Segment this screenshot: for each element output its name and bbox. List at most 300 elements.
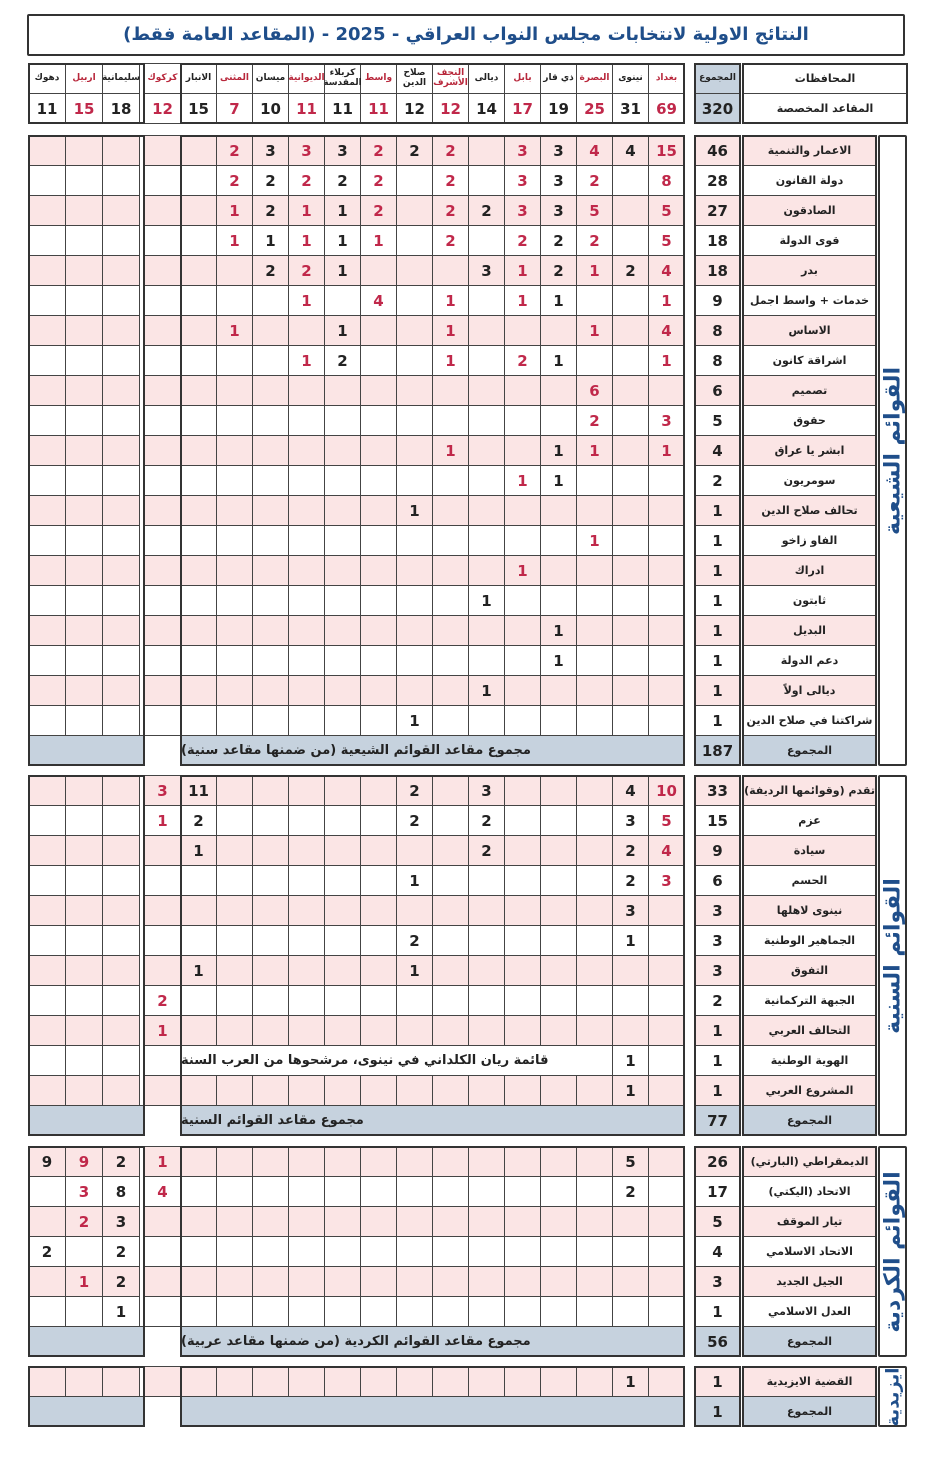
seat-cell: 2: [612, 865, 649, 896]
seat-cell: [144, 405, 181, 436]
seat-cell: 3: [612, 895, 649, 926]
section-total-label: المجموع: [742, 735, 877, 766]
seat-cell: 3: [468, 255, 505, 286]
header-names-frame: [742, 63, 908, 124]
seat-cell: [144, 1075, 181, 1106]
party-name: الجماهير الوطنية: [742, 925, 877, 956]
seat-cell: 2: [396, 775, 433, 806]
party-total: 1: [694, 585, 741, 616]
party-name: الاتحاد الاسلامي: [742, 1236, 877, 1267]
seat-cell: [144, 835, 181, 866]
total-frame: [694, 135, 741, 766]
party-name: التحالف العربي: [742, 1015, 877, 1046]
seat-cell: 3: [540, 195, 577, 226]
seat-cell: 1: [396, 955, 433, 986]
seat-cell: 2: [432, 165, 469, 196]
section-side-label: [878, 775, 907, 1136]
seat-cell: 1: [540, 615, 577, 646]
party-name: ثابتون: [742, 585, 877, 616]
party-name: قوى الدولة: [742, 225, 877, 256]
seat-cell: 1: [612, 1045, 649, 1076]
party-total: 33: [694, 775, 741, 806]
party-total: 8: [694, 345, 741, 376]
seat-cell: [144, 1045, 181, 1076]
party-name: الفاو زاخو: [742, 525, 877, 556]
party-name: الاتحاد (اليكتي): [742, 1176, 877, 1207]
party-name: المشروع العربي: [742, 1075, 877, 1106]
seat-cell: 1: [288, 195, 325, 226]
province-header: صلاح الدين: [396, 63, 433, 94]
province-seats: 19: [540, 93, 577, 124]
seat-cell: 1: [252, 225, 289, 256]
seat-cell: 1: [612, 1366, 649, 1397]
province-header: كربلاء المقدسة: [324, 63, 361, 94]
province-seats: 11: [288, 93, 325, 124]
seat-cell: 5: [648, 805, 685, 836]
seat-cell: 1: [324, 255, 361, 286]
seat-cell: 2: [252, 195, 289, 226]
seat-cell: 2: [216, 135, 253, 166]
province-header: نينوى: [612, 63, 649, 94]
seat-cell: 11: [180, 775, 217, 806]
seat-cell: 2: [504, 225, 541, 256]
total-header: المجموع: [694, 63, 741, 94]
seat-cell: 1: [216, 225, 253, 256]
header-frame-kurd: [28, 63, 145, 124]
seat-cell: 1: [180, 955, 217, 986]
province-header: واسط: [360, 63, 397, 94]
seat-cell: 2: [540, 225, 577, 256]
seat-cell: 1: [540, 645, 577, 676]
seat-cell: 8: [648, 165, 685, 196]
province-header: النجف الأشرف: [432, 63, 469, 94]
section-side-label: [878, 135, 907, 766]
party-name: التفوق: [742, 955, 877, 986]
party-name: ديالى اولاً: [742, 675, 877, 706]
seat-cell: 15: [648, 135, 685, 166]
seat-cell: 2: [576, 165, 613, 196]
seat-cell: 1: [324, 315, 361, 346]
seat-cell: 5: [612, 1146, 649, 1177]
party-total: 3: [694, 895, 741, 926]
party-total: 3: [694, 1266, 741, 1297]
party-name: الجبهة التركمانية: [742, 985, 877, 1016]
seat-cell: 10: [648, 775, 685, 806]
seat-cell: 1: [576, 255, 613, 286]
party-total: 1: [694, 1015, 741, 1046]
seat-cell: [144, 135, 181, 166]
party-total: 6: [694, 865, 741, 896]
province-seats: 15: [180, 93, 217, 124]
seat-cell: 2: [468, 805, 505, 836]
seat-cell: 1: [144, 805, 181, 836]
party-name: الديمقراطي (البارتي): [742, 1146, 877, 1177]
party-name: الصادقون: [742, 195, 877, 226]
seat-cell: 1: [504, 555, 541, 586]
party-name: تقدم (وقوائمها الرديفة): [742, 775, 877, 806]
total-frame: [694, 1146, 741, 1357]
party-total: 2: [694, 465, 741, 496]
seat-cell: 3: [612, 805, 649, 836]
province-header: ديالى: [468, 63, 505, 94]
province-seats: 17: [504, 93, 541, 124]
party-name: نينوى لاهلها: [742, 895, 877, 926]
seat-cell: 1: [288, 285, 325, 316]
party-total: 27: [694, 195, 741, 226]
seat-cell: 2: [540, 255, 577, 286]
section-sum-label: مجموع مقاعد القوائم الكردية (من ضمنها مقاعد عربية): [180, 1326, 685, 1357]
seat-cell: 2: [65, 1206, 103, 1237]
seat-cell: 2: [252, 165, 289, 196]
seat-cell: [144, 255, 181, 286]
province-header: ميسان: [252, 63, 289, 94]
seat-cell: 3: [540, 135, 577, 166]
seat-cell: 1: [102, 1296, 140, 1327]
seat-cell: [144, 435, 181, 466]
province-seats: 18: [102, 93, 140, 124]
party-total: 15: [694, 805, 741, 836]
party-name: سومريون: [742, 465, 877, 496]
seat-cell: 1: [396, 495, 433, 526]
seat-cell: 1: [468, 675, 505, 706]
seat-cell: 3: [468, 775, 505, 806]
seat-cell: [144, 315, 181, 346]
seat-cell: 2: [360, 165, 397, 196]
party-name: الاعمار والتنمية: [742, 135, 877, 166]
party-total: 2: [694, 985, 741, 1016]
party-total: 1: [694, 1045, 741, 1076]
seat-cell: 3: [540, 165, 577, 196]
section-label: القوائم السنية: [880, 877, 905, 1034]
party-name: القضية الايزيدية: [742, 1366, 877, 1397]
seat-cell: [144, 705, 181, 736]
seat-cell: 2: [432, 135, 469, 166]
seat-cell: [144, 675, 181, 706]
province-header: اربيل: [65, 63, 103, 94]
seat-cell: 5: [648, 225, 685, 256]
seat-cell: [144, 955, 181, 986]
seat-cell: 2: [360, 135, 397, 166]
party-total: 18: [694, 255, 741, 286]
party-name: حقوق: [742, 405, 877, 436]
seat-cell: 1: [576, 315, 613, 346]
seat-cell: [144, 345, 181, 376]
seat-cell: 4: [612, 775, 649, 806]
party-total: 18: [694, 225, 741, 256]
party-name: تصميم: [742, 375, 877, 406]
party-total: 1: [694, 675, 741, 706]
seat-cell: 3: [504, 135, 541, 166]
province-seats: 14: [468, 93, 505, 124]
total-seats: 320: [694, 93, 741, 124]
section-sum-label: مجموع مقاعد القوائم السنية: [180, 1105, 685, 1136]
seat-cell: [144, 555, 181, 586]
party-total: 6: [694, 375, 741, 406]
kurdish-provinces-frame: [28, 1146, 145, 1357]
kurdish-provinces-frame: [28, 1366, 145, 1427]
seat-cell: [144, 225, 181, 256]
seat-cell: 2: [288, 255, 325, 286]
seat-cell: 1: [216, 315, 253, 346]
province-seats: 7: [216, 93, 253, 124]
section-label: ايزيدية: [882, 1367, 903, 1426]
seat-cell: 2: [252, 255, 289, 286]
province-header: بابل: [504, 63, 541, 94]
header-total-frame: [694, 63, 741, 124]
party-name: البديل: [742, 615, 877, 646]
seat-cell: 4: [648, 255, 685, 286]
section-total-label: المجموع: [742, 1105, 877, 1136]
section-label: القوائم الكردية: [880, 1170, 905, 1333]
seat-cell: 1: [396, 705, 433, 736]
seat-cell: [144, 865, 181, 896]
province-header: الانبار: [180, 63, 217, 94]
seat-cell: 1: [324, 195, 361, 226]
seat-cell: 9: [65, 1146, 103, 1177]
seat-cell: 1: [612, 925, 649, 956]
party-name: ابشر يا عراق: [742, 435, 877, 466]
seat-cell: 1: [504, 255, 541, 286]
seat-cell: 1: [540, 345, 577, 376]
seat-cell: 2: [396, 925, 433, 956]
party-total: 4: [694, 435, 741, 466]
party-total: 46: [694, 135, 741, 166]
section-sum-label: مجموع مقاعد القوائم الشيعية (من ضمنها مقاعد سنية): [180, 735, 685, 766]
province-header: البصرة: [576, 63, 613, 94]
seat-cell: 4: [648, 315, 685, 346]
arab-provinces-frame: [180, 1146, 685, 1357]
seat-cell: 1: [180, 835, 217, 866]
seat-cell: [144, 1236, 181, 1267]
party-name: دعم الدولة: [742, 645, 877, 676]
party-total: 1: [694, 1366, 741, 1397]
seat-cell: 1: [468, 585, 505, 616]
party-name: تحالف صلاح الدين: [742, 495, 877, 526]
seat-cell: 2: [324, 165, 361, 196]
party-name: شراكتنا في صلاح الدين: [742, 705, 877, 736]
province-header: كركوك: [144, 63, 181, 94]
seat-cell: 1: [432, 285, 469, 316]
seat-cell: [144, 495, 181, 526]
seat-cell: 3: [252, 135, 289, 166]
province-header: دهوك: [28, 63, 66, 94]
section-total-label: المجموع: [742, 1326, 877, 1357]
party-total: 9: [694, 285, 741, 316]
section-sum-total: 187: [694, 735, 741, 766]
arab-provinces-frame: [180, 775, 685, 1136]
party-name: الهوية الوطنية: [742, 1045, 877, 1076]
section-sum-total: 1: [694, 1396, 741, 1427]
province-seats: 25: [576, 93, 613, 124]
seat-cell: [144, 895, 181, 926]
seat-cell: [144, 925, 181, 956]
party-total: 9: [694, 835, 741, 866]
seat-cell: 2: [576, 405, 613, 436]
party-name: الجيل الجديد: [742, 1266, 877, 1297]
province-seats: 69: [648, 93, 685, 124]
seat-cell: 4: [612, 135, 649, 166]
arab-provinces-frame: [180, 135, 685, 766]
seat-cell: [144, 615, 181, 646]
seat-cell: 1: [504, 285, 541, 316]
party-total: 5: [694, 405, 741, 436]
seat-cell: [144, 1206, 181, 1237]
seat-cell: 5: [576, 195, 613, 226]
seat-cell: 9: [28, 1146, 66, 1177]
party-total: 1: [694, 645, 741, 676]
province-seats: 12: [144, 93, 181, 124]
province-header: سليمانية: [102, 63, 140, 94]
province-header: بغداد: [648, 63, 685, 94]
seat-cell: 2: [180, 805, 217, 836]
seat-cell: 1: [540, 285, 577, 316]
seat-cell: 2: [432, 225, 469, 256]
seat-cell: 3: [648, 865, 685, 896]
party-total: 1: [694, 615, 741, 646]
seat-cell: 4: [576, 135, 613, 166]
province-seats: 11: [28, 93, 66, 124]
party-total: 3: [694, 955, 741, 986]
list-note: قائمة ريان الكلداني في نينوى، مرشحوها من العرب السنة: [180, 1045, 613, 1076]
province-header: الديوانية: [288, 63, 325, 94]
province-seats: 11: [324, 93, 361, 124]
header-frame: [180, 63, 685, 124]
party-total: 1: [694, 705, 741, 736]
section-total-label: المجموع: [742, 1396, 877, 1427]
seat-cell: 1: [576, 525, 613, 556]
kurdish-provinces-frame: [28, 775, 145, 1136]
section-sum-total: 56: [694, 1326, 741, 1357]
seat-cell: 1: [432, 435, 469, 466]
seat-cell: 1: [324, 225, 361, 256]
seat-cell: [144, 1296, 181, 1327]
seat-cell: 2: [102, 1236, 140, 1267]
seat-cell: 1: [648, 285, 685, 316]
seat-cell: 5: [648, 195, 685, 226]
party-total: 1: [694, 525, 741, 556]
total-frame: [694, 1366, 741, 1427]
section-side-label: [878, 1366, 907, 1427]
arab-provinces-frame: [180, 1366, 685, 1427]
seat-cell: 3: [144, 775, 181, 806]
seat-cell: [144, 585, 181, 616]
seat-cell: 1: [216, 195, 253, 226]
section-sum-total: 77: [694, 1105, 741, 1136]
seat-cell: 4: [648, 835, 685, 866]
provinces-label: المحافظات: [742, 63, 908, 94]
party-total: 8: [694, 315, 741, 346]
party-total: 5: [694, 1206, 741, 1237]
party-name: ادراك: [742, 555, 877, 586]
party-total: 26: [694, 1146, 741, 1177]
seat-cell: 1: [360, 225, 397, 256]
party-name: الاساس: [742, 315, 877, 346]
seat-cell: 2: [396, 805, 433, 836]
seat-cell: 2: [324, 345, 361, 376]
kurdish-provinces-frame: [28, 135, 145, 766]
party-name: دولة القانون: [742, 165, 877, 196]
seat-cell: [144, 1266, 181, 1297]
seat-cell: [144, 285, 181, 316]
party-total: 3: [694, 925, 741, 956]
seat-cell: 1: [288, 345, 325, 376]
seat-cell: 1: [540, 435, 577, 466]
party-total: 1: [694, 1296, 741, 1327]
seat-cell: 8: [102, 1176, 140, 1207]
seat-cell: 3: [102, 1206, 140, 1237]
names-frame: [742, 775, 877, 1136]
seat-cell: 2: [612, 1176, 649, 1207]
seat-cell: 1: [432, 345, 469, 376]
seat-cell: 2: [576, 225, 613, 256]
province-seats: 31: [612, 93, 649, 124]
seat-cell: 3: [288, 135, 325, 166]
seat-cell: 2: [612, 835, 649, 866]
seat-cell: 2: [468, 835, 505, 866]
province-seats: 11: [360, 93, 397, 124]
names-frame: [742, 135, 877, 766]
seat-cell: 1: [648, 345, 685, 376]
seat-cell: [144, 525, 181, 556]
seat-cell: 1: [65, 1266, 103, 1297]
section-side-label: [878, 1146, 907, 1357]
section-label: القوائم الشيعية: [880, 366, 905, 535]
seat-cell: 2: [216, 165, 253, 196]
seat-cell: 2: [102, 1266, 140, 1297]
party-total: 17: [694, 1176, 741, 1207]
party-total: 28: [694, 165, 741, 196]
allocated-seats-label: المقاعد المخصصة: [742, 93, 908, 124]
party-name: اشراقة كانون: [742, 345, 877, 376]
party-name: سيادة: [742, 835, 877, 866]
party-name: الحسم: [742, 865, 877, 896]
seat-cell: 1: [504, 465, 541, 496]
province-seats: 12: [396, 93, 433, 124]
party-total: 1: [694, 495, 741, 526]
party-name: عزم: [742, 805, 877, 836]
seat-cell: [144, 465, 181, 496]
names-frame: [742, 1366, 877, 1427]
seat-cell: 1: [144, 1146, 181, 1177]
seat-cell: [144, 375, 181, 406]
party-total: 1: [694, 555, 741, 586]
seat-cell: 1: [396, 865, 433, 896]
seat-cell: 2: [360, 195, 397, 226]
seat-cell: 3: [504, 195, 541, 226]
seat-cell: 2: [144, 985, 181, 1016]
seat-cell: 1: [540, 465, 577, 496]
seat-cell: 2: [504, 345, 541, 376]
province-header: المثنى: [216, 63, 253, 94]
seat-cell: 1: [144, 1015, 181, 1046]
seat-cell: 3: [65, 1176, 103, 1207]
party-total: 4: [694, 1236, 741, 1267]
province-header: ذي قار: [540, 63, 577, 94]
seat-cell: 4: [360, 285, 397, 316]
party-name: خدمات + واسط اجمل: [742, 285, 877, 316]
seat-cell: 2: [468, 195, 505, 226]
seat-cell: 2: [432, 195, 469, 226]
seat-cell: 2: [288, 165, 325, 196]
page-title: النتائج الاولية لانتخابات مجلس النواب العراقي - 2025 - (المقاعد العامة فقط): [27, 14, 905, 56]
seat-cell: 2: [396, 135, 433, 166]
party-name: بدر: [742, 255, 877, 286]
province-seats: 12: [432, 93, 469, 124]
seat-cell: 3: [648, 405, 685, 436]
seat-cell: 1: [612, 1075, 649, 1106]
seat-cell: 1: [432, 315, 469, 346]
names-frame: [742, 1146, 877, 1357]
